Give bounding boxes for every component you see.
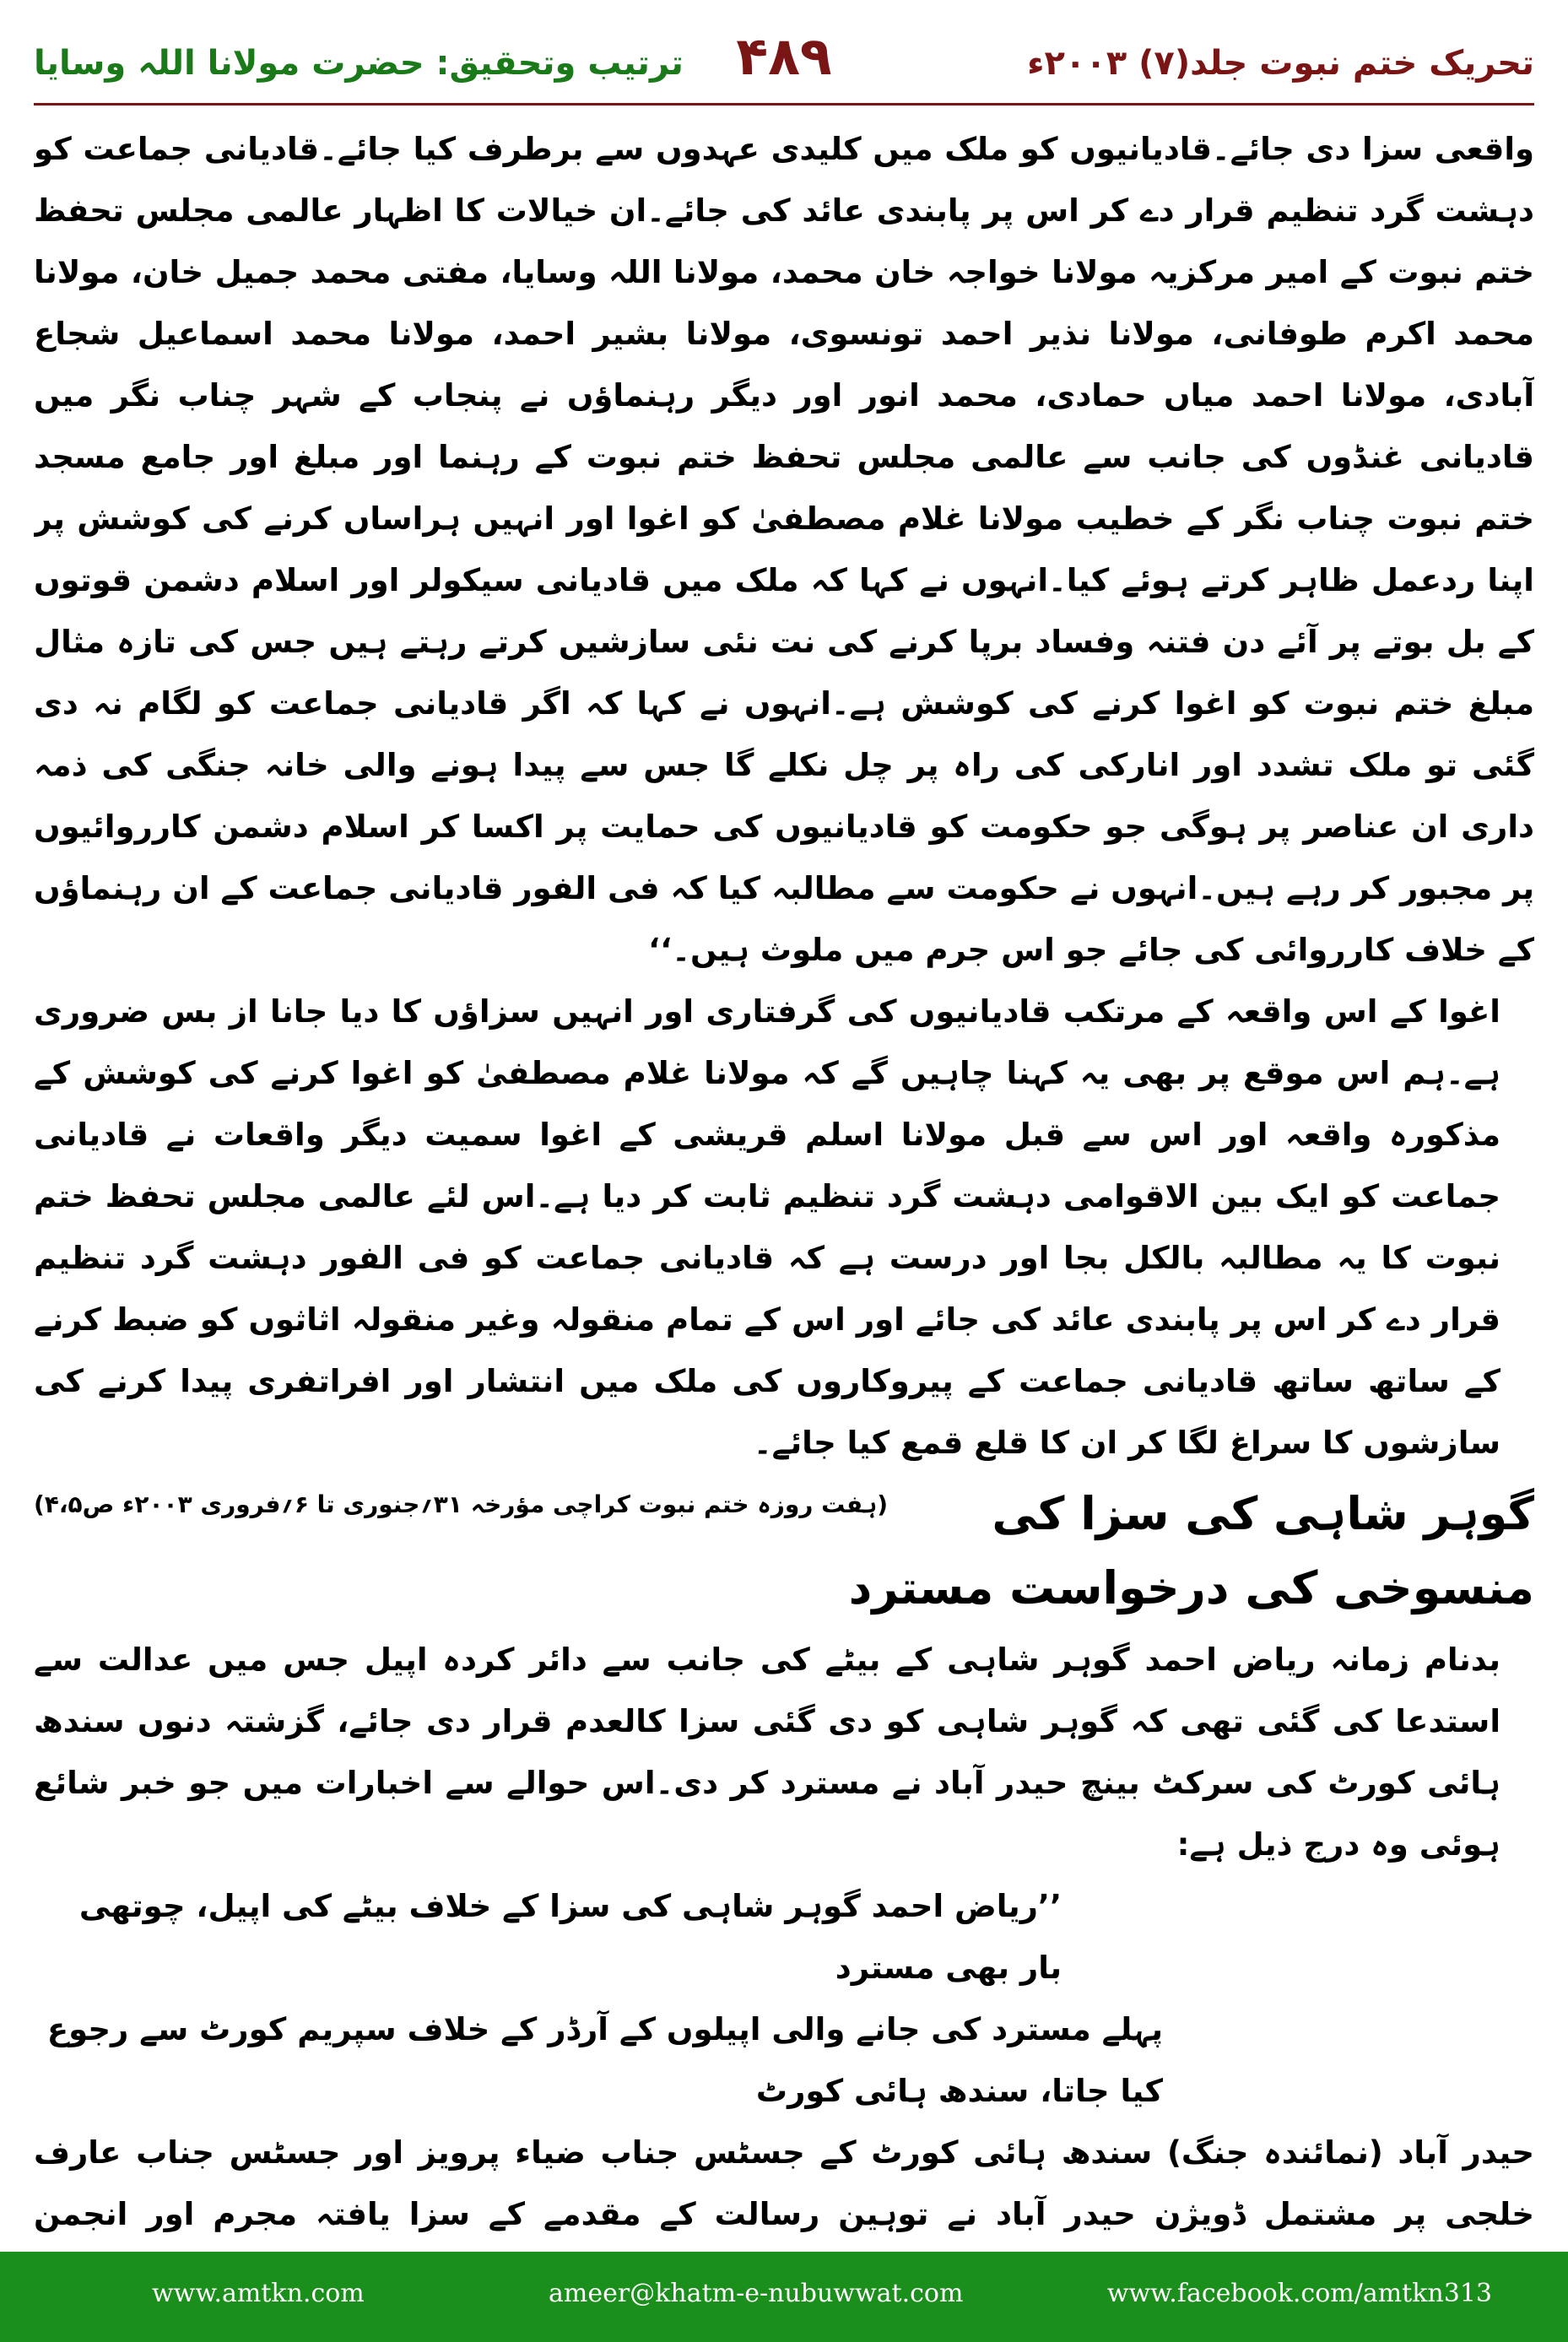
facebook-link[interactable]: www.facebook.com/amtkn313 — [1106, 2279, 1492, 2308]
section-heading: گوہر شاہی کی سزا کی منسوخی کی درخواست مسترد — [848, 1487, 1534, 1615]
quote-line-1: ’’ریاض احمد گوہر شاہی کی سزا کے خلاف بیٹے کی اپیل، چوتھی بار بھی مسترد — [78, 1888, 1062, 1986]
page-header — [34, 25, 1534, 101]
compiler-credit: ترتیب وتحقیق: حضرت مولانا اللہ وسایا — [34, 44, 684, 83]
source-reference: (ہفت روزہ ختم نبوت کراچی مؤرخہ ۳۱؍جنوری تا ۶؍فروری ۲۰۰۳ء ص۴،۵) — [34, 1490, 889, 1518]
paragraph-3: بدنام زمانہ ریاض احمد گوہر شاہی کے بیٹے کی جانب سے دائر کردہ اپیل جس میں عدالت سے استدعا کی گئی تھی کہ گوہر شاہی کو دی گئی سزا کالعدم قرار دی جائے، گزشتہ دنوں سندھ ہائی کورٹ کی سرکٹ بینچ حیدر آباد نے مسترد کر دی۔اس حوالے سے اخبارات میں جو خبر شائع ہوئی وہ درج ذیل ہے: — [34, 1642, 1500, 1863]
page-footer — [0, 2252, 1568, 2342]
page-number: ۴۸۹ — [736, 25, 832, 87]
website-link[interactable]: www.amtkn.com — [152, 2279, 365, 2308]
book-title: تحریک ختم نبوت جلد(۷) ۲۰۰۳ء — [1027, 44, 1534, 83]
header-divider — [34, 103, 1534, 105]
paragraph-2-text: اغوا کے اس واقعہ کے مرتکب قادیانیوں کی گرفتاری اور انہیں سزاؤں کا دیا جانا از بس ضروری ہے۔ہم اس موقع پر بھی یہ کہنا چاہیں گے کہ مولانا غلام مصطفیٰ کو اغوا کرنے کی کوشش کے مذکورہ واقعہ اور اس سے قبل مولانا اسلم قریشی کے اغوا سمیت دیگر واقعات نے قادیانی جماعت کو ایک بین الاقوامی دہشت گرد تنظیم ثابت کر دیا ہے۔اس لئے عالمی مجلس تحفظ ختم نبوت کا یہ مطالبہ بالکل بجا اور درست ہے کہ قادیانی جماعت کو فی الفور دہشت گرد تنظیم قرار دے کر اس پر پابندی عائد کی جائے اور اس کے تمام منقولہ وغیر منقولہ اثاثوں کو ضبط کرنے کے ساتھ ساتھ قادیانی جماعت کے پیروکاروں کی ملک میں انتشار اور افراتفری پیدا کرنے کی سازشوں کا سراغ لگا کر ان کا قلع قمع کیا جائے۔ — [34, 993, 1500, 1461]
paragraph-4: حیدر آباد (نمائندہ جنگ) سندھ ہائی کورٹ کے جسٹس جناب ضیاء پرویز اور جسٹس جناب عارف خلجی پر مشتمل ڈویژن حیدر آباد نے توہین رسالت کے مقدمے کے سزا یافتہ مجرم اور انجمن — [34, 2134, 1534, 2232]
email-link[interactable]: ameer@khatm-e-nubuwwat.com — [549, 2279, 964, 2308]
paragraph-2 — [34, 981, 1534, 1518]
quote-line-2: پہلے مسترد کی جانے والی اپیلوں کے آرڈر کے خلاف سپریم کورٹ سے رجوع کیا جاتا، سندھ ہائی کورٹ — [46, 2011, 1163, 2109]
page-body — [34, 118, 1534, 2237]
paragraph-1: واقعی سزا دی جائے۔قادیانیوں کو ملک میں کلیدی عہدوں سے برطرف کیا جائے۔قادیانی جماعت کو دہشت گرد تنظیم قرار دے کر اس پر پابندی عائد کی جائے۔ان خیالات کا اظہار عالمی مجلس تحفظ ختم نبوت کے امیر مرکزیہ مولانا خواجہ خان محمد، مولانا اللہ وسایا، مفتی محمد جمیل خان، مولانا محمد اکرم طوفانی، مولانا نذیر احمد تونسوی، مولانا بشیر احمد، مولانا محمد اسماعیل شجاع آبادی، مولانا احمد میاں حمادی، محمد انور اور دیگر رہنماؤں نے پنجاب کے شہر چناب نگر میں قادیانی غنڈوں کی جانب سے عالمی مجلس تحفظ ختم نبوت کے رہنما اور مبلغ اور جامع مسجد ختم نبوت چناب نگر کے خطیب مولانا غلام مصطفیٰ کو اغوا اور انہیں ہراساں کرنے کی کوشش پر اپنا ردعمل ظاہر کرتے ہوئے کیا۔انہوں نے کہا کہ ملک میں قادیانی سیکولر اور اسلام دشمن قوتوں کے بل بوتے پر آئے دن فتنہ وفساد برپا کرنے کی نت نئی سازشیں کرتے رہتے ہیں جس کی تازہ مثال مبلغ ختم نبوت کو اغوا کرنے کی کوشش ہے۔انہوں نے کہا کہ اگر قادیانی جماعت کو لگام نہ دی گئی تو ملک تشدد اور انارکی کی راہ پر چل نکلے گا جس سے پیدا ہونے والی خانہ جنگی کی ذمہ داری ان عناصر پر ہوگی جو حکومت کو قادیانیوں کی حمایت پر اکسا کر اسلام دشمن کارروائیوں پر مجبور کر رہے ہیں۔انہوں نے حکومت سے مطالبہ کیا کہ فی الفور قادیانی جماعت کے ان رہنماؤں کے خلاف کارروائی کی جائے جو اس جرم میں ملوث ہیں۔‘‘ — [34, 131, 1534, 968]
